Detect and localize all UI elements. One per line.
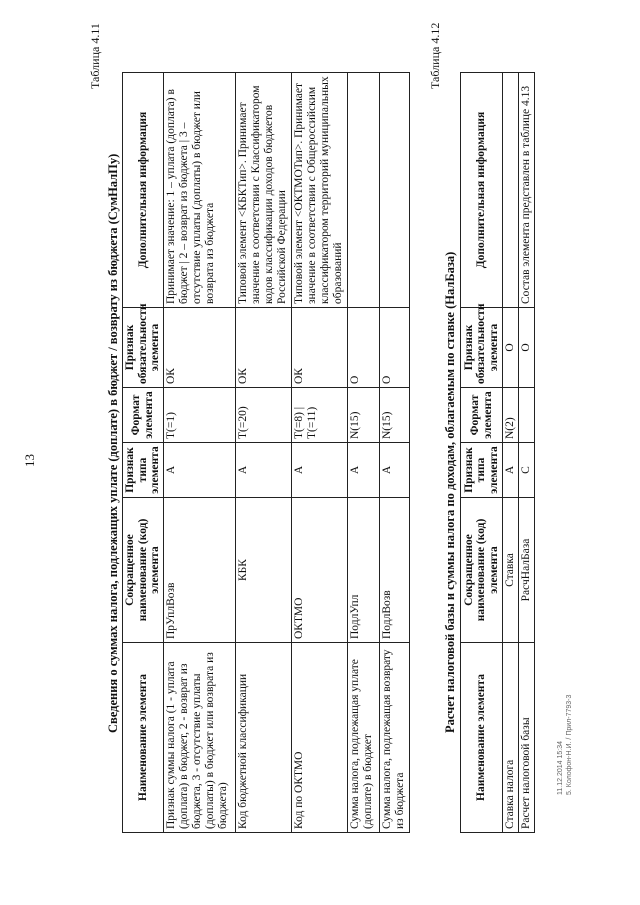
- cell-name: Код по ОКТМО: [291, 643, 347, 833]
- cell-format: N(15): [379, 388, 409, 443]
- cell-info: [503, 73, 519, 308]
- stamp-line-2: 5. Колофон-Н.И. / Прил-7793-3: [566, 694, 573, 795]
- cell-info: Типовой элемент <КБКТип>. Принимает значение в соответствии с Классификатором кодов классификации доходов бюджетов Российской Федерации: [235, 73, 291, 308]
- table-row: [291, 73, 347, 833]
- cell-type: С: [519, 443, 535, 498]
- cell-required: О: [347, 308, 379, 388]
- cell-required: О: [379, 308, 409, 388]
- cell-type: А: [235, 443, 291, 498]
- header-code: Сокращенное наименование (код) элемента: [461, 498, 503, 643]
- cell-info: [379, 73, 409, 308]
- cell-code: ПрУплВозв: [163, 498, 235, 643]
- cell-info: Состав элемента представлен в таблице 4.13: [519, 73, 535, 308]
- stamp-line-1: 11.12.2014 15:34: [557, 741, 564, 795]
- header-name: Наименование элемента: [123, 643, 164, 833]
- cell-required: ОК: [163, 308, 235, 388]
- table-4-12: [460, 72, 535, 833]
- table-4-12-label: Таблица 4.12: [428, 22, 442, 89]
- table-header-row: [461, 73, 503, 833]
- table-4-11: [122, 72, 410, 833]
- table-row: [379, 73, 409, 833]
- header-type: Признак типа элемента: [461, 443, 503, 498]
- cell-code: ПодлУпл: [347, 498, 379, 643]
- table-header-row: [123, 73, 164, 833]
- header-type: Признак типа элемента: [123, 443, 164, 498]
- table-4-11-label: Таблица 4.11: [88, 23, 102, 89]
- cell-format: [519, 388, 535, 443]
- table-row: [163, 73, 235, 833]
- cell-required: О: [519, 308, 535, 388]
- cell-code: Ставка: [503, 498, 519, 643]
- cell-info: [347, 73, 379, 308]
- header-code: Сокращенное наименование (код) элемента: [123, 498, 164, 643]
- cell-name: Сумма налога, подлежащая уплате (доплате) в бюджет: [347, 643, 379, 833]
- cell-code: РасчНалБаза: [519, 498, 535, 643]
- cell-required: ОК: [235, 308, 291, 388]
- cell-type: А: [503, 443, 519, 498]
- cell-info: Принимает значение: 1 – уплата (доплата) в бюджет | 2 – возврат из бюджета | 3 – отсутствие уплаты (доплаты) в бюджет или возврата из бюджета: [163, 73, 235, 308]
- cell-type: А: [347, 443, 379, 498]
- cell-name: Признак суммы налога (1 - уплата (доплата) в бюджет, 2 - возврат из бюджета, 3 - отсутствие уплаты (доплаты) в бюджет или возврата из бюджета): [163, 643, 235, 833]
- table-row: [519, 73, 535, 833]
- cell-format: T(=20): [235, 388, 291, 443]
- cell-type: А: [379, 443, 409, 498]
- cell-code: ОКТМО: [291, 498, 347, 643]
- header-required: Признак обязательности элемента: [123, 308, 164, 388]
- table-row: [347, 73, 379, 833]
- cell-type: А: [291, 443, 347, 498]
- cell-format: N(2): [503, 388, 519, 443]
- table-row: [503, 73, 519, 833]
- header-name: Наименование элемента: [461, 643, 503, 833]
- cell-format: N(15): [347, 388, 379, 443]
- cell-format: T(=1): [163, 388, 235, 443]
- cell-required: ОК: [291, 308, 347, 388]
- header-format: Формат элемента: [123, 388, 164, 443]
- cell-format: T(=8) | T(=11): [291, 388, 347, 443]
- page-number: 13: [22, 454, 37, 467]
- table-4-11-title: Сведения о суммах налога, подлежащих уплате (доплате) в бюджет / возврату из бюджета (СумНалПу): [106, 153, 120, 733]
- cell-name: Сумма налога, подлежащая возврату из бюджета: [379, 643, 409, 833]
- header-info: Дополнительная информация: [123, 73, 164, 308]
- cell-name: Расчет налоговой базы: [519, 643, 535, 833]
- cell-required: О: [503, 308, 519, 388]
- table-4-12-title: Расчет налоговой базы и суммы налога по доходам, облагаемым по ставке (НалБаза): [443, 251, 457, 733]
- cell-code: КБК: [235, 498, 291, 643]
- cell-info: Типовой элемент <ОКТМОТип>. Принимает значение в соответствии с Общероссийским классификатором территорий муниципальных образований: [291, 73, 347, 308]
- print-stamp: [556, 695, 574, 795]
- cell-type: А: [163, 443, 235, 498]
- cell-code: ПодлВозв: [379, 498, 409, 643]
- cell-name: Код бюджетной классификации: [235, 643, 291, 833]
- cell-name: Ставка налога: [503, 643, 519, 833]
- header-info: Дополнительная информация: [461, 73, 503, 308]
- header-required: Признак обязательности элемента: [461, 308, 503, 388]
- header-format: Формат элемента: [461, 388, 503, 443]
- table-row: [235, 73, 291, 833]
